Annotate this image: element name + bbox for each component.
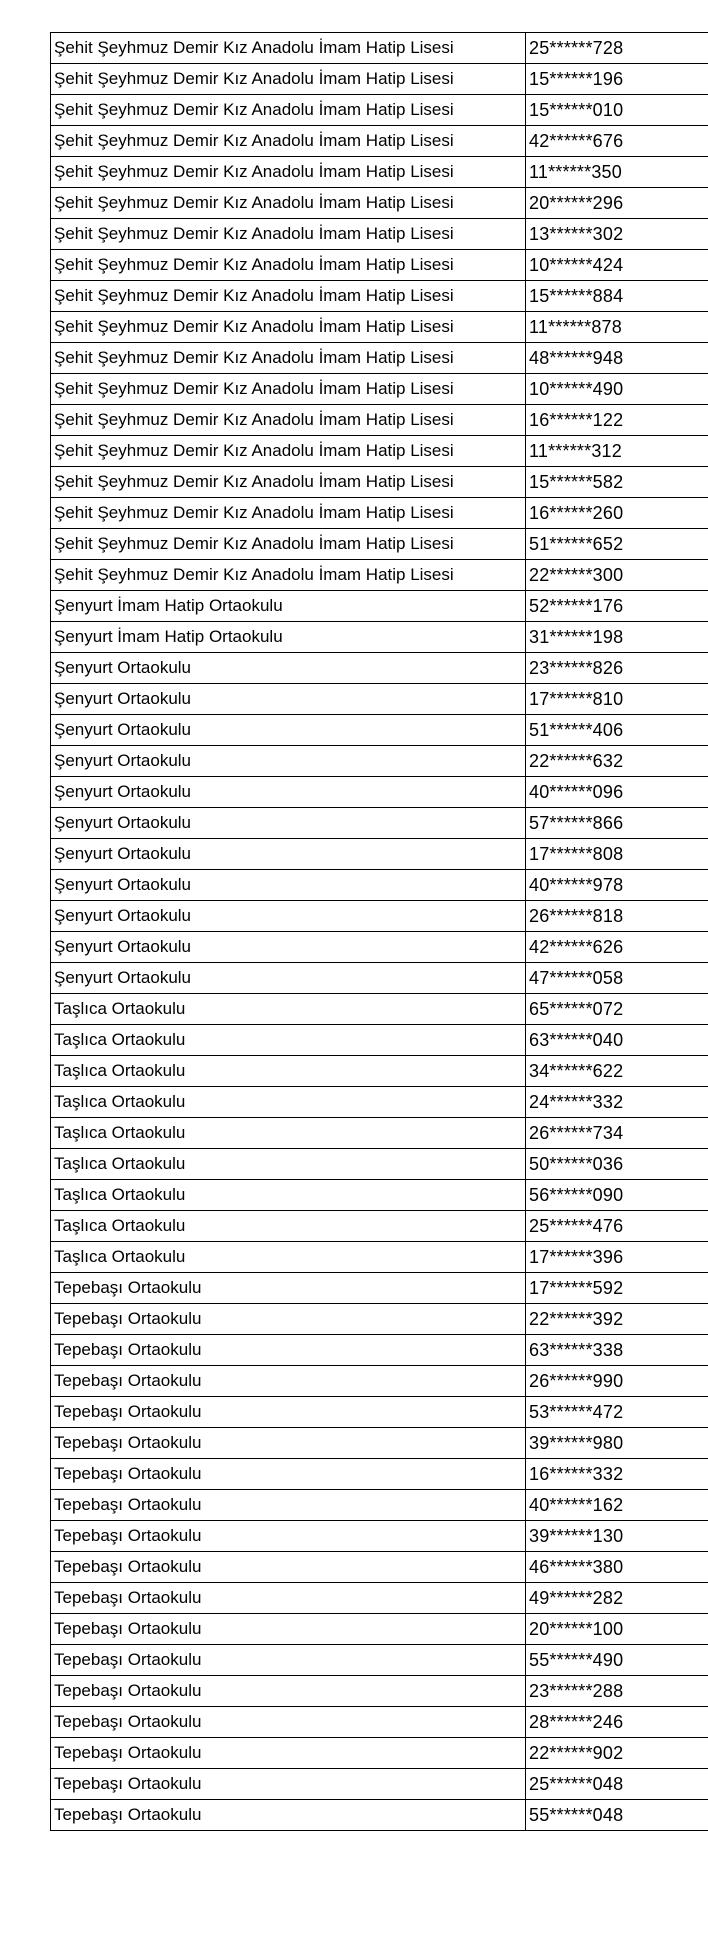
school-name-cell: Tepebaşı Ortaokulu xyxy=(51,1707,526,1738)
school-name-cell: Şenyurt Ortaokulu xyxy=(51,963,526,994)
school-name-cell: Şenyurt Ortaokulu xyxy=(51,839,526,870)
school-name-cell: Şehit Şeyhmuz Demir Kız Anadolu İmam Hatip Lisesi xyxy=(51,405,526,436)
masked-id-cell: 55******048 xyxy=(526,1800,708,1831)
masked-id-cell: 26******990 xyxy=(526,1366,708,1397)
student-list-table xyxy=(50,32,708,1831)
masked-id-cell: 22******632 xyxy=(526,746,708,777)
masked-id-cell: 17******592 xyxy=(526,1273,708,1304)
masked-id-cell: 34******622 xyxy=(526,1056,708,1087)
table-row xyxy=(51,1366,708,1397)
school-name-cell: Tepebaşı Ortaokulu xyxy=(51,1800,526,1831)
masked-id-cell: 16******332 xyxy=(526,1459,708,1490)
table-row xyxy=(51,901,708,932)
table-row xyxy=(51,591,708,622)
table-row xyxy=(51,932,708,963)
table-row xyxy=(51,808,708,839)
table-row xyxy=(51,994,708,1025)
school-name-cell: Tepebaşı Ortaokulu xyxy=(51,1459,526,1490)
table-row xyxy=(51,870,708,901)
school-name-cell: Şenyurt Ortaokulu xyxy=(51,901,526,932)
masked-id-cell: 17******808 xyxy=(526,839,708,870)
school-name-cell: Şehit Şeyhmuz Demir Kız Anadolu İmam Hatip Lisesi xyxy=(51,64,526,95)
school-name-cell: Tepebaşı Ortaokulu xyxy=(51,1273,526,1304)
school-name-cell: Tepebaşı Ortaokulu xyxy=(51,1676,526,1707)
table-row xyxy=(51,95,708,126)
table-row xyxy=(51,1397,708,1428)
school-name-cell: Tepebaşı Ortaokulu xyxy=(51,1490,526,1521)
table-row xyxy=(51,1180,708,1211)
masked-id-cell: 63******338 xyxy=(526,1335,708,1366)
school-name-cell: Tepebaşı Ortaokulu xyxy=(51,1552,526,1583)
table-row xyxy=(51,1707,708,1738)
masked-id-cell: 15******582 xyxy=(526,467,708,498)
table-row xyxy=(51,1335,708,1366)
masked-id-cell: 16******122 xyxy=(526,405,708,436)
masked-id-cell: 26******734 xyxy=(526,1118,708,1149)
student-list-body xyxy=(51,33,708,1831)
school-name-cell: Taşlıca Ortaokulu xyxy=(51,1087,526,1118)
masked-id-cell: 13******302 xyxy=(526,219,708,250)
table-row xyxy=(51,715,708,746)
table-row xyxy=(51,1490,708,1521)
masked-id-cell: 20******296 xyxy=(526,188,708,219)
masked-id-cell: 42******626 xyxy=(526,932,708,963)
masked-id-cell: 52******176 xyxy=(526,591,708,622)
masked-id-cell: 51******652 xyxy=(526,529,708,560)
masked-id-cell: 11******312 xyxy=(526,436,708,467)
table-row xyxy=(51,64,708,95)
masked-id-cell: 15******196 xyxy=(526,64,708,95)
table-row xyxy=(51,498,708,529)
table-row xyxy=(51,1614,708,1645)
masked-id-cell: 17******396 xyxy=(526,1242,708,1273)
school-name-cell: Tepebaşı Ortaokulu xyxy=(51,1769,526,1800)
school-name-cell: Şehit Şeyhmuz Demir Kız Anadolu İmam Hatip Lisesi xyxy=(51,33,526,64)
school-name-cell: Şenyurt Ortaokulu xyxy=(51,653,526,684)
masked-id-cell: 42******676 xyxy=(526,126,708,157)
table-row xyxy=(51,1769,708,1800)
table-row xyxy=(51,653,708,684)
table-row xyxy=(51,1521,708,1552)
masked-id-cell: 25******476 xyxy=(526,1211,708,1242)
table-row xyxy=(51,1800,708,1831)
masked-id-cell: 10******490 xyxy=(526,374,708,405)
school-name-cell: Şenyurt Ortaokulu xyxy=(51,746,526,777)
school-name-cell: Şehit Şeyhmuz Demir Kız Anadolu İmam Hatip Lisesi xyxy=(51,312,526,343)
school-name-cell: Şenyurt Ortaokulu xyxy=(51,777,526,808)
school-name-cell: Taşlıca Ortaokulu xyxy=(51,1242,526,1273)
table-row xyxy=(51,529,708,560)
masked-id-cell: 23******826 xyxy=(526,653,708,684)
masked-id-cell: 16******260 xyxy=(526,498,708,529)
school-name-cell: Tepebaşı Ortaokulu xyxy=(51,1521,526,1552)
table-row xyxy=(51,467,708,498)
table-row xyxy=(51,281,708,312)
masked-id-cell: 15******010 xyxy=(526,95,708,126)
masked-id-cell: 31******198 xyxy=(526,622,708,653)
table-row xyxy=(51,1552,708,1583)
masked-id-cell: 40******162 xyxy=(526,1490,708,1521)
school-name-cell: Tepebaşı Ortaokulu xyxy=(51,1645,526,1676)
table-row xyxy=(51,684,708,715)
school-name-cell: Taşlıca Ortaokulu xyxy=(51,1118,526,1149)
school-name-cell: Tepebaşı Ortaokulu xyxy=(51,1583,526,1614)
school-name-cell: Şehit Şeyhmuz Demir Kız Anadolu İmam Hatip Lisesi xyxy=(51,467,526,498)
school-name-cell: Şenyurt İmam Hatip Ortaokulu xyxy=(51,622,526,653)
school-name-cell: Şehit Şeyhmuz Demir Kız Anadolu İmam Hatip Lisesi xyxy=(51,157,526,188)
table-row xyxy=(51,312,708,343)
table-row xyxy=(51,1676,708,1707)
masked-id-cell: 55******490 xyxy=(526,1645,708,1676)
table-row xyxy=(51,1459,708,1490)
table-row xyxy=(51,33,708,64)
table-row xyxy=(51,188,708,219)
masked-id-cell: 46******380 xyxy=(526,1552,708,1583)
masked-id-cell: 47******058 xyxy=(526,963,708,994)
table-row xyxy=(51,1025,708,1056)
school-name-cell: Şehit Şeyhmuz Demir Kız Anadolu İmam Hatip Lisesi xyxy=(51,498,526,529)
masked-id-cell: 39******980 xyxy=(526,1428,708,1459)
school-name-cell: Tepebaşı Ortaokulu xyxy=(51,1366,526,1397)
school-name-cell: Taşlıca Ortaokulu xyxy=(51,1211,526,1242)
masked-id-cell: 22******300 xyxy=(526,560,708,591)
school-name-cell: Şehit Şeyhmuz Demir Kız Anadolu İmam Hatip Lisesi xyxy=(51,250,526,281)
school-name-cell: Tepebaşı Ortaokulu xyxy=(51,1614,526,1645)
school-name-cell: Tepebaşı Ortaokulu xyxy=(51,1428,526,1459)
masked-id-cell: 40******096 xyxy=(526,777,708,808)
table-row xyxy=(51,126,708,157)
school-name-cell: Şehit Şeyhmuz Demir Kız Anadolu İmam Hatip Lisesi xyxy=(51,343,526,374)
table-row xyxy=(51,250,708,281)
masked-id-cell: 17******810 xyxy=(526,684,708,715)
masked-id-cell: 15******884 xyxy=(526,281,708,312)
table-row xyxy=(51,219,708,250)
school-name-cell: Taşlıca Ortaokulu xyxy=(51,994,526,1025)
school-name-cell: Tepebaşı Ortaokulu xyxy=(51,1397,526,1428)
school-name-cell: Şenyurt Ortaokulu xyxy=(51,684,526,715)
masked-id-cell: 39******130 xyxy=(526,1521,708,1552)
table-row xyxy=(51,1118,708,1149)
school-name-cell: Şehit Şeyhmuz Demir Kız Anadolu İmam Hatip Lisesi xyxy=(51,560,526,591)
table-row xyxy=(51,746,708,777)
table-row xyxy=(51,622,708,653)
table-row xyxy=(51,405,708,436)
school-name-cell: Şenyurt İmam Hatip Ortaokulu xyxy=(51,591,526,622)
masked-id-cell: 56******090 xyxy=(526,1180,708,1211)
masked-id-cell: 28******246 xyxy=(526,1707,708,1738)
school-name-cell: Taşlıca Ortaokulu xyxy=(51,1149,526,1180)
school-name-cell: Şehit Şeyhmuz Demir Kız Anadolu İmam Hatip Lisesi xyxy=(51,529,526,560)
table-row xyxy=(51,1304,708,1335)
table-row xyxy=(51,157,708,188)
table-row xyxy=(51,1056,708,1087)
table-row xyxy=(51,1583,708,1614)
school-name-cell: Taşlıca Ortaokulu xyxy=(51,1180,526,1211)
school-name-cell: Şehit Şeyhmuz Demir Kız Anadolu İmam Hatip Lisesi xyxy=(51,219,526,250)
masked-id-cell: 22******392 xyxy=(526,1304,708,1335)
masked-id-cell: 40******978 xyxy=(526,870,708,901)
school-name-cell: Şehit Şeyhmuz Demir Kız Anadolu İmam Hatip Lisesi xyxy=(51,281,526,312)
table-row xyxy=(51,1738,708,1769)
school-name-cell: Şehit Şeyhmuz Demir Kız Anadolu İmam Hatip Lisesi xyxy=(51,95,526,126)
table-row xyxy=(51,1242,708,1273)
table-row xyxy=(51,963,708,994)
masked-id-cell: 25******728 xyxy=(526,33,708,64)
school-name-cell: Şenyurt Ortaokulu xyxy=(51,808,526,839)
table-row xyxy=(51,343,708,374)
masked-id-cell: 48******948 xyxy=(526,343,708,374)
masked-id-cell: 23******288 xyxy=(526,1676,708,1707)
masked-id-cell: 50******036 xyxy=(526,1149,708,1180)
school-name-cell: Şehit Şeyhmuz Demir Kız Anadolu İmam Hatip Lisesi xyxy=(51,374,526,405)
school-name-cell: Şehit Şeyhmuz Demir Kız Anadolu İmam Hatip Lisesi xyxy=(51,188,526,219)
masked-id-cell: 22******902 xyxy=(526,1738,708,1769)
masked-id-cell: 10******424 xyxy=(526,250,708,281)
school-name-cell: Şenyurt Ortaokulu xyxy=(51,932,526,963)
masked-id-cell: 49******282 xyxy=(526,1583,708,1614)
school-name-cell: Şenyurt Ortaokulu xyxy=(51,715,526,746)
masked-id-cell: 57******866 xyxy=(526,808,708,839)
school-name-cell: Tepebaşı Ortaokulu xyxy=(51,1304,526,1335)
table-row xyxy=(51,1428,708,1459)
table-row xyxy=(51,436,708,467)
school-name-cell: Tepebaşı Ortaokulu xyxy=(51,1738,526,1769)
masked-id-cell: 63******040 xyxy=(526,1025,708,1056)
masked-id-cell: 25******048 xyxy=(526,1769,708,1800)
masked-id-cell: 11******878 xyxy=(526,312,708,343)
table-row xyxy=(51,374,708,405)
masked-id-cell: 20******100 xyxy=(526,1614,708,1645)
table-row xyxy=(51,1149,708,1180)
table-row xyxy=(51,560,708,591)
masked-id-cell: 65******072 xyxy=(526,994,708,1025)
table-row xyxy=(51,1645,708,1676)
table-row xyxy=(51,1273,708,1304)
table-row xyxy=(51,1087,708,1118)
table-row xyxy=(51,839,708,870)
table-row xyxy=(51,1211,708,1242)
school-name-cell: Şehit Şeyhmuz Demir Kız Anadolu İmam Hatip Lisesi xyxy=(51,436,526,467)
school-name-cell: Şehit Şeyhmuz Demir Kız Anadolu İmam Hatip Lisesi xyxy=(51,126,526,157)
school-name-cell: Tepebaşı Ortaokulu xyxy=(51,1335,526,1366)
school-name-cell: Taşlıca Ortaokulu xyxy=(51,1056,526,1087)
masked-id-cell: 11******350 xyxy=(526,157,708,188)
school-name-cell: Taşlıca Ortaokulu xyxy=(51,1025,526,1056)
masked-id-cell: 51******406 xyxy=(526,715,708,746)
masked-id-cell: 26******818 xyxy=(526,901,708,932)
masked-id-cell: 24******332 xyxy=(526,1087,708,1118)
table-row xyxy=(51,777,708,808)
school-name-cell: Şenyurt Ortaokulu xyxy=(51,870,526,901)
masked-id-cell: 53******472 xyxy=(526,1397,708,1428)
